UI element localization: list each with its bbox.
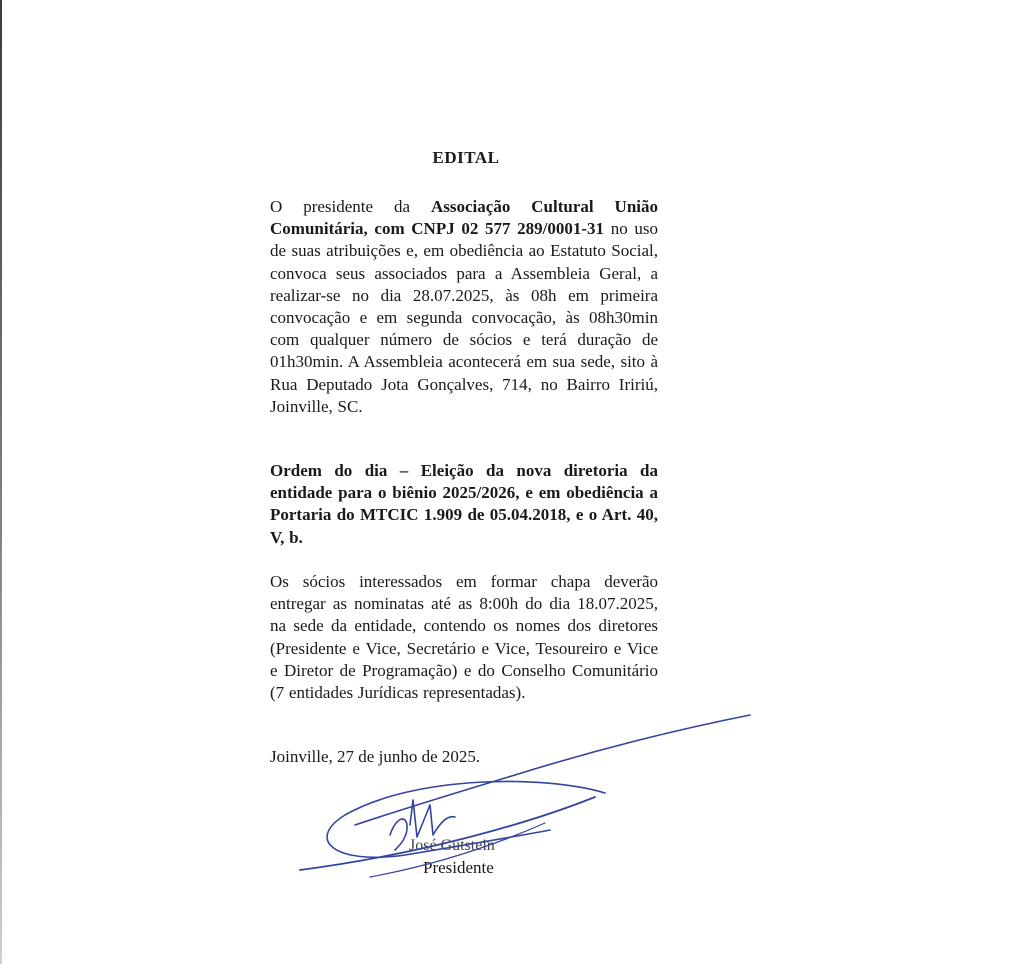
convocation-lead: O presidente da [270,197,431,216]
place-date: Joinville, 27 de junho de 2025. [270,747,481,766]
candidacy-paragraph: Os sócios interessados em formar chapa deverão entregar as nominatas até as 8:00h do dia 18.07.2025, na sede da entidade, contendo os nomes dos diretores (Presidente e Vice, Secretário e Vice, Tesoureiro e Vice e Diretor de Programação) e do Conselho Comunitário (7 entidades Jurídicas representadas). [270,572,658,703]
handwritten-signature [295,705,755,885]
agenda-paragraph: Ordem do dia – Eleição da nova diretoria da entidade para o biênio 2025/2026, e em obediência a Portaria do MTCIC 1.909 de 05.04.2018, e o Art. 40, V, b. [270,461,658,547]
signatory-role: Presidente [423,858,494,877]
convocation-paragraph [270,196,658,418]
signatory-name: José Gutstein [409,837,495,854]
association-name-cnpj: Associação Cultural União Comunitária, com CNPJ 02 577 289/0001-31 [270,197,658,239]
convocation-body: no uso de suas atribuições e, em obediência ao Estatuto Social, convoca seus associados para a Assembleia Geral, a realizar-se no dia 28.07.2025, às 08h em primeira convocação e em segunda convocação, às 08h30min com qualquer número de sócios e terá duração de 01h30min. A Assembleia acontecerá em sua sede, sito à Rua Deputado Jota Gonçalves, 714, no Bairro Iririú, Joinville, SC. [270,219,658,416]
document-title: EDITAL [432,148,500,167]
page-left-edge [0,0,2,964]
